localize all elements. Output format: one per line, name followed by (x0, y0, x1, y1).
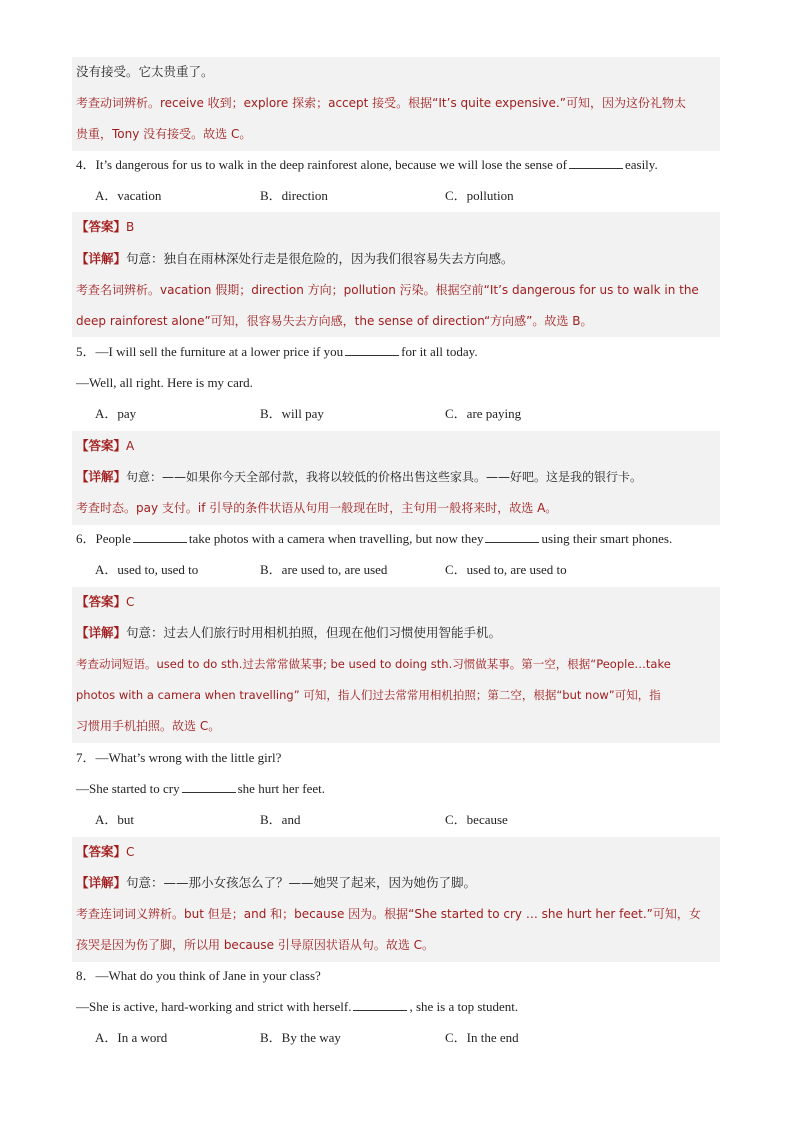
answer-line (76, 436, 134, 456)
detail-label: 【详解】 (76, 469, 127, 484)
detail-label: 【详解】 (76, 251, 127, 266)
answer-line (76, 842, 134, 862)
question-7-stem: 7．—What’s wrong with the little girl? (76, 750, 282, 765)
stem-text: 5．—I will sell the furniture at a lower price if you (76, 344, 344, 359)
answer-label: 【答案】 (76, 219, 127, 234)
analysis-line: 贵重，Tony 没有接受。故选 C。 (76, 127, 252, 141)
analysis-line: 考查动词辨析。receive 收到；explore 探索；accept 接受。根据“It’s quite expensive.”可知，因为这份礼物太 (76, 96, 686, 110)
analysis-line: 考查时态。pay 支付。if 引导的条件状语从句用一般现在时，主句用一般将来时，故选 A。 (76, 501, 558, 515)
option-a: A．vacation (95, 188, 162, 203)
detail-text: 句意：——那小女孩怎么了？——她哭了起来，因为她伤了脚。 (126, 875, 477, 890)
option-c: C．pollution (445, 188, 514, 203)
text-line: 没有接受。它太贵重了。 (76, 64, 214, 79)
stem-text: for it all today. (401, 344, 478, 359)
option-b: B．direction (260, 188, 328, 203)
option-a: A．used to, used to (95, 562, 199, 577)
detail-line (76, 873, 476, 893)
stem-text: easily. (624, 157, 658, 172)
analysis-line: 考查连词词义辨析。but 但是；and 和；because 因为。根据“She started to cry … she hurt her feet.”可知，女 (76, 907, 701, 921)
option-c: C．used to, are used to (445, 562, 567, 577)
option-c: C．because (445, 812, 508, 827)
answer-blank (485, 530, 539, 543)
option-b: B．are used to, are used (260, 562, 388, 577)
answer-value: A (126, 439, 135, 453)
stem-text: she hurt her feet. (237, 781, 325, 796)
question-7-stem-2 (76, 779, 325, 799)
detail-line (76, 467, 642, 487)
answer-value: C (126, 845, 135, 859)
analysis-line: 考查名词辨析。vacation 假期；direction 方向；pollution 污染。根据空前“It’s dangerous for us to walk in the (76, 283, 699, 297)
option-b: B．will pay (260, 406, 324, 421)
option-c: C．are paying (445, 406, 522, 421)
stem-text: 4．It’s dangerous for us to walk in the deep rainforest alone, because we will lose the sense of (76, 157, 567, 172)
detail-label: 【详解】 (76, 875, 127, 890)
stem-text: using their smart phones. (541, 531, 673, 546)
detail-text: 句意：过去人们旅行时用相机拍照，但现在他们习惯使用智能手机。 (126, 625, 502, 640)
answer-label: 【答案】 (76, 844, 127, 859)
question-5-stem (76, 342, 478, 362)
option-b: B．and (260, 812, 301, 827)
detail-line (76, 249, 514, 269)
answer-label: 【答案】 (76, 594, 127, 609)
answer-value: C (126, 595, 135, 609)
answer-blank (345, 343, 399, 356)
detail-label: 【详解】 (76, 625, 127, 640)
question-8-stem: 8．—What do you think of Jane in your class? (76, 968, 321, 983)
answer-blank (133, 530, 187, 543)
stem-text: take photos with a camera when travelling, but now they (188, 531, 484, 546)
answer-blank (182, 780, 236, 793)
answer-blank (569, 156, 623, 169)
question-4-stem (76, 155, 658, 175)
detail-text: 句意：——如果你今天全部付款，我将以较低的价格出售这些家具。——好吧。这是我的银行卡。 (126, 470, 643, 484)
option-a: A．but (95, 812, 135, 827)
analysis-line: 习惯用手机拍照。故选 C。 (76, 719, 221, 733)
question-5-stem-2: —Well, all right. Here is my card. (76, 375, 253, 390)
answer-value: B (126, 220, 135, 234)
stem-text: —She is active, hard-working and strict with herself. (76, 999, 352, 1014)
answer-line (76, 217, 134, 237)
option-b: B．By the way (260, 1030, 341, 1045)
analysis-line: deep rainforest alone”可知，很容易失去方向感，the sense of direction“方向感”。故选 B。 (76, 314, 593, 328)
stem-text: 6．People (76, 531, 131, 546)
answer-line (76, 592, 134, 612)
question-6-stem (76, 529, 672, 549)
option-a: A．In a word (95, 1030, 168, 1045)
question-8-stem-2 (76, 997, 518, 1017)
option-a: A．pay (95, 406, 137, 421)
analysis-line: photos with a camera when travelling” 可知，指人们过去常常用相机拍照；第二空，根据“but now”可知，指 (76, 688, 661, 702)
answer-label: 【答案】 (76, 438, 127, 453)
option-c: C．In the end (445, 1030, 519, 1045)
stem-text: , she is a top student. (409, 999, 519, 1014)
stem-text: —She started to cry (76, 781, 180, 796)
detail-text: 句意：独自在雨林深处行走是很危险的，因为我们很容易失去方向感。 (126, 251, 514, 266)
analysis-line: 考查动词短语。used to do sth.过去常常做某事; be used to doing sth.习惯做某事。第一空，根据“People…take (76, 657, 671, 671)
answer-blank (353, 998, 407, 1011)
analysis-line: 孩哭是因为伤了脚，所以用 because 引导原因状语从句。故选 C。 (76, 938, 435, 952)
detail-line (76, 623, 501, 643)
